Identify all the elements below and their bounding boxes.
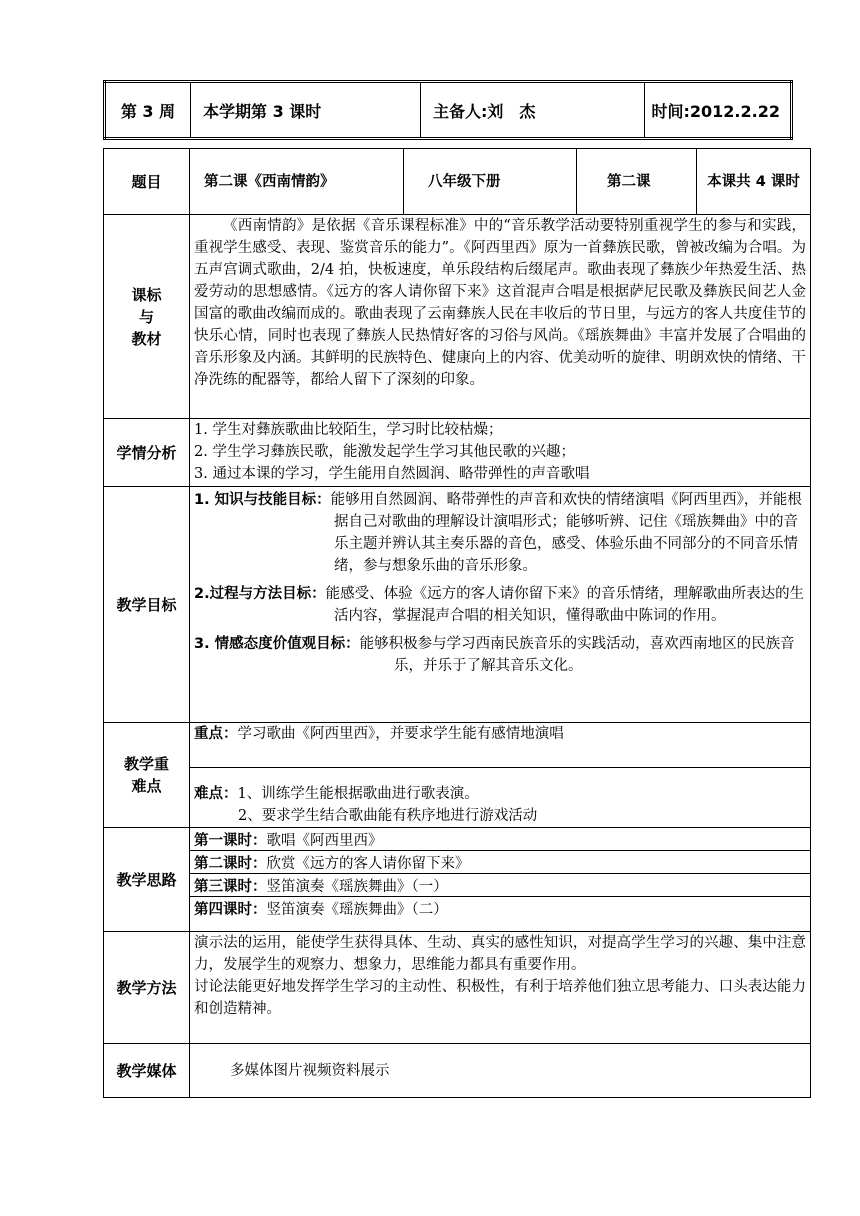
media-text: 多媒体图片视频资料展示 [190,1044,811,1098]
lesson-plan-table [103,148,811,1098]
plan-list [190,828,810,919]
analysis-list [190,419,811,487]
plan-content [190,828,811,932]
lesson-number-cell: 本学期第 3 课时 [191,82,421,139]
header-table [103,80,793,140]
date-cell: 时间:2012.2.22 [645,82,792,139]
keypoint-row [104,723,811,768]
grade-cell: 八年级下册 [404,149,577,215]
objective-knowledge: 1. 知识与技能目标：能够用自然圆润、略带弹性的声音和欢快的情绪演唱《阿西里西》，并能根据自己对歌曲的理解设计演唱形式；能够听辨、记住《瑶族舞曲》中的音乐主题并辨认其主奏乐器的音色，感受、体验乐曲不同部分的不同音乐情绪，参与想象乐曲的音乐形象。 [194,492,802,574]
objectives-label: 教学目标 [104,487,190,723]
list-item: 3. 通过本课的学习，学生能用自然圆润、略带弹性的声音歌唱 [194,466,590,482]
list-item: 1. 学生对彝族歌曲比较陌生，学习时比较枯燥； [194,422,503,438]
topic-row [104,149,811,215]
plan-label: 教学思路 [104,828,190,932]
preparer-cell: 主备人:刘 杰 [421,82,645,139]
week-cell: 第 3 周 [105,82,191,139]
list-item: 第二课时：欣赏《远方的客人请你留下来》 [190,851,810,874]
difficulty-text: 难点：1、训练学生能根据歌曲进行歌表演。 2、要求学生结合歌曲能有秩序地进行游戏活动 [190,768,811,828]
curriculum-text: 《西南情韵》是依据《音乐课程标准》中的“音乐教学活动要特别重视学生的参与和实践，重视学生感受、表现、鉴赏音乐的能力”。《阿西里西》原为一首彝族民歌，曾被改编为合唱。为五声宫调式歌曲，2/4 拍，快板速度，单乐段结构后缀尾声。歌曲表现了彝族少年热爱生活、热爱劳动的思想感情。《远方的客人请你留下来》这首混声合唱是根据萨尼民歌及彝族民间艺人金国富的歌曲改编而成的。歌曲表现了云南彝族人民在丰收后的节日里，与远方的客人共度佳节的快乐心情，同时也表现了彝族人民热情好客的习俗与风尚。《瑶族舞曲》丰富并发展了合唱曲的音乐形象及内涵。其鲜明的民族特色、健康向上的内容、优美动听的旋律、明朗欢快的情绪、干净洗练的配器等，都给人留下了深刻的印象。 [190,215,811,419]
topic-title: 第二课《西南情韵》 [190,149,404,215]
plan-row [104,828,811,932]
total-hours-cell: 本课共 4 课时 [697,149,811,215]
media-row [104,1044,811,1098]
objective-attitude: 3. 情感态度价值观目标：能够积极参与学习西南民族音乐的实践活动，喜欢西南地区的民族音乐，并乐于了解其音乐文化。 [194,636,795,674]
lesson-cell: 第二课 [577,149,697,215]
keypoints-label: 教学重 难点 [104,723,190,828]
analysis-row [104,419,811,487]
curriculum-row [104,215,811,419]
difficulty-row [104,768,811,828]
media-label: 教学媒体 [104,1044,190,1098]
objectives-content [190,487,811,723]
list-item: 第一课时：歌唱《阿西里西》 [190,828,810,851]
methods-row [104,932,811,1044]
list-item: 2. 学生学习彝族民歌，能激发起学生学习其他民歌的兴趣； [194,444,575,460]
list-item: 第四课时：竖笛演奏《瑶族舞曲》（二） [194,901,448,918]
objective-process: 2.过程与方法目标：能感受、体验《远方的客人请你留下来》的音乐情绪，理解歌曲所表达的生活内容，掌握混声合唱的相关知识，懂得歌曲中陈词的作用。 [194,586,805,624]
objectives-row [104,487,811,723]
list-item: 第三课时：竖笛演奏《瑶族舞曲》（一） [190,874,810,897]
analysis-label: 学情分析 [104,419,190,487]
keypoint-text: 重点：学习歌曲《阿西里西》，并要求学生能有感情地演唱 [190,723,811,768]
topic-label: 题目 [104,149,190,215]
curriculum-label: 课标 与 教材 [104,215,190,419]
methods-text: 演示法的运用，能使学生获得具体、生动、真实的感性知识，对提高学生学习的兴趣、集中注意力，发展学生的观察力、想象力，思维能力都具有重要作用。 讨论法能更好地发挥学生学习的主动性、积极性，有利于培养他们独立思考能力、口头表达能力和创造精神。 [190,932,811,1044]
methods-label: 教学方法 [104,932,190,1044]
